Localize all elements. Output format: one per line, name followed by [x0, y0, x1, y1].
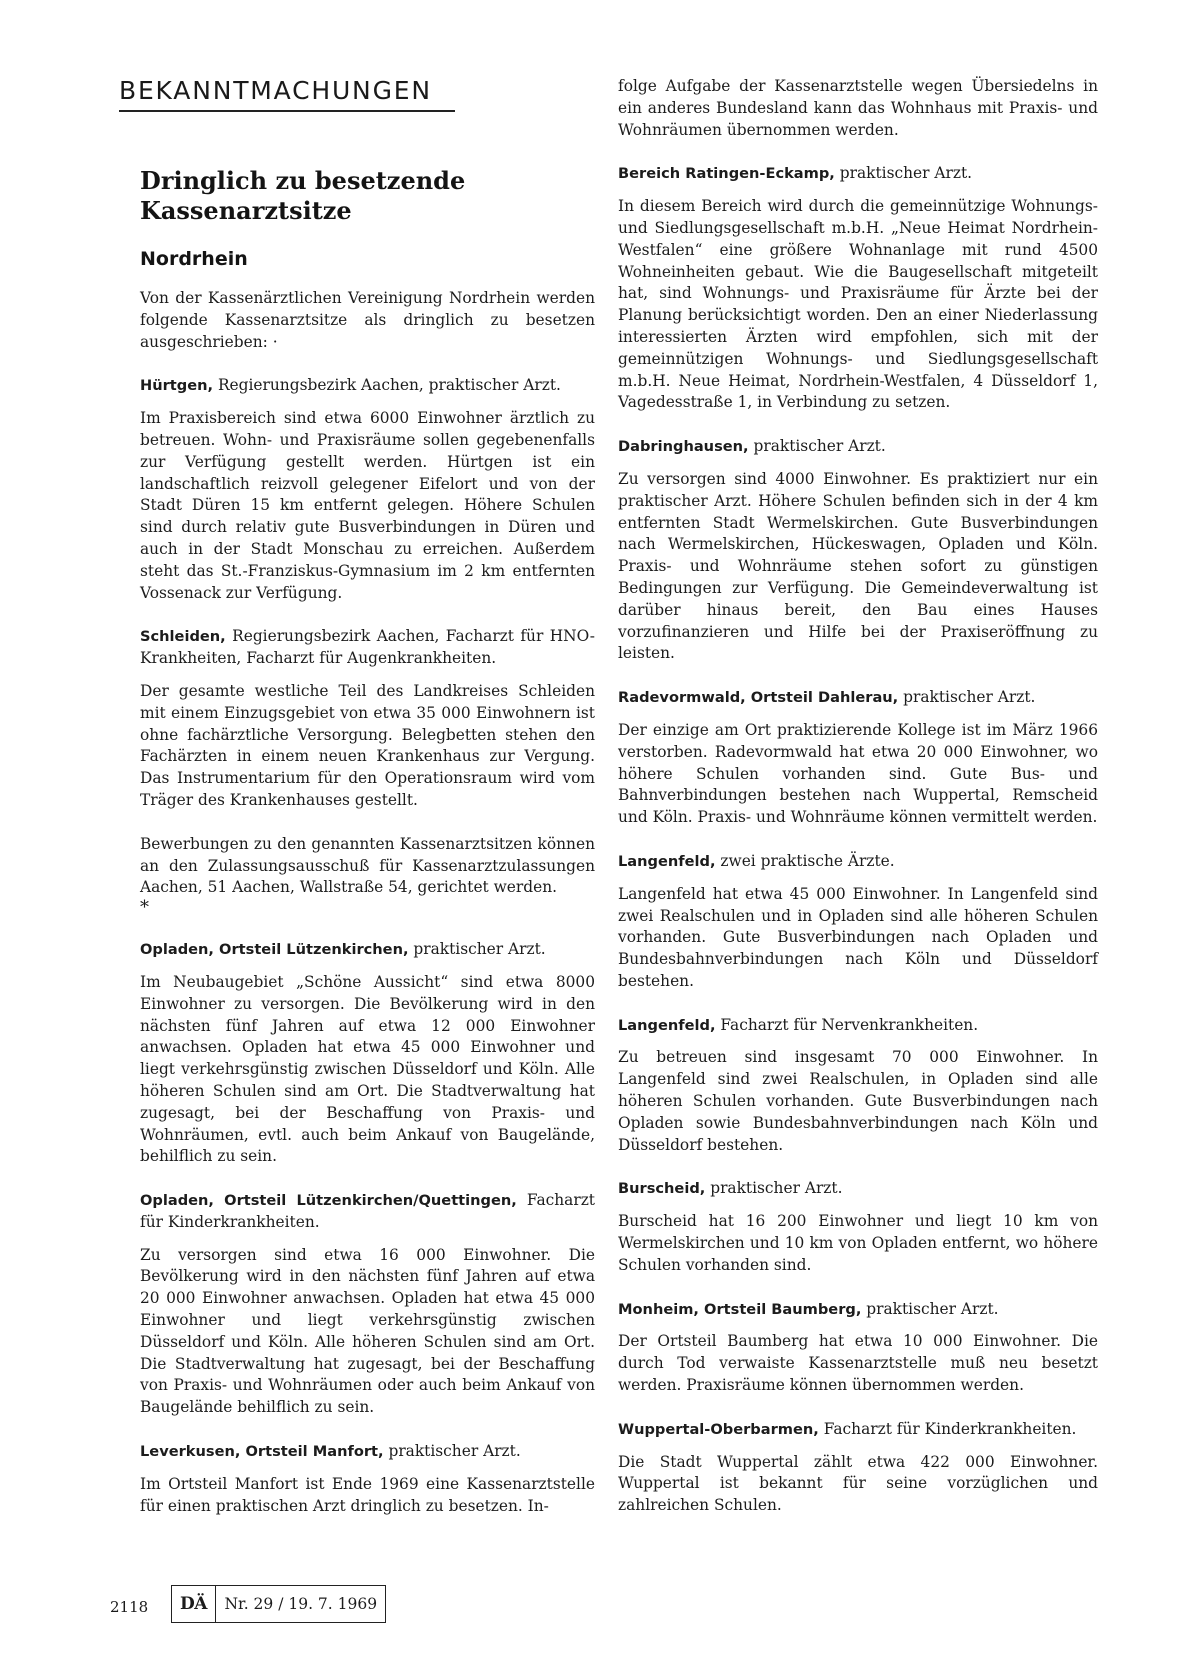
- listing-heading: [140, 939, 595, 961]
- body-paragraph: Langenfeld hat etwa 45 000 Einwohner. In Langenfeld sind zwei Realschulen und in Opladen sind alle höheren Schulen vorhanden. Gute Busverbindungen nach Opladen und Bundesbahnverbindungen nach Köln und Düsseldorf bestehen.: [618, 884, 1098, 990]
- listing-heading: [140, 1441, 595, 1463]
- body-paragraph: Der einzige am Ort praktizierende Kollege ist im März 1966 verstorben. Radevormwald hat etwa 20 000 Einwohner, wo höhere Schulen vorhanden sind. Gute Bus- und Bahnverbindungen bestehen nach Wuppertal, Remscheid und Köln. Praxis- und Wohnräume können vermittelt werden.: [618, 720, 1098, 827]
- body-paragraph: Im Neubaugebiet „Schöne Aussicht“ sind etwa 8000 Einwohner zu versorgen. Die Bevölkerung wird in den nächsten fünf Jahren auf etwa 12 000 Einwohner anwachsen. Opladen hat etwa 45 000 Einwohner und liegt verkehrsgünstig zwischen Düsseldorf und Köln. Alle höheren Schulen sind am Ort. Die Stadtverwaltung hat zugesagt, bei der Beschaffung von Praxis- und Wohnräumen, evtl. auch beim Ankauf von Baugelände, behilflich zu sein.: [140, 972, 595, 1166]
- listing-location: Bereich Ratingen-Eckamp,: [618, 165, 835, 183]
- right-column: [618, 76, 1098, 1517]
- listing-specialty: Regierungsbezirk Aachen, Facharzt für HNO-Krankheiten, Facharzt für Augenkrankheiten.: [140, 627, 595, 668]
- listing-heading: [618, 163, 1098, 185]
- listing-specialty: Facharzt für Kinderkrankheiten.: [818, 1419, 1077, 1438]
- listing-specialty: Facharzt für Kinderkrankheiten.: [140, 1191, 595, 1231]
- listing-location: Radevormwald, Ortsteil Dahlerau,: [618, 689, 899, 707]
- listing-location: Leverkusen, Ortsteil Manfort,: [140, 1443, 384, 1461]
- body-paragraph: In diesem Bereich wird durch die gemeinnützige Wohnungs- und Siedlungsgesellschaft m.b.H. „Neue Heimat Nordrhein-Westfalen“ eine größere Wohnanlage mit rund 4500 Wohneinheiten gebaut. Wie die Baugesellschaft mitgeteilt hat, sind Wohnungs- und Praxisräume für Ärzte bei der Planung berücksichtigt worden. Den an einer Niederlassung interessierten Ärzten wird empfohlen, sich mit der gemeinnützigen Wohnungs- und Siedlungsgesellschaft m.b.H. Neue Heimat, Nordrhein-Westfalen, 4 Düsseldorf 1, Vagedesstraße 1, in Verbindung zu setzen.: [618, 197, 1098, 412]
- body-paragraph: Zu versorgen sind 4000 Einwohner. Es praktiziert nur ein praktischer Arzt. Höhere Schulen befinden sich in der 4 km entfernten Stadt Wermelskirchen. Gute Busverbindungen nach Wermelskirchen, Hückeswagen, Opladen und Köln. Praxis- und Wohnräume stehen sofort zu günstigen Bedingungen zur Verfügung. Die Gemeindeverwaltung ist darüber hinaus bereit, den Bau eines Hauses vorzufinanzieren und Hilfe bei der Praxiseröffnung zu leisten.: [618, 469, 1098, 663]
- listing-specialty: praktischer Arzt.: [834, 164, 973, 183]
- issue-label: Nr. 29 / 19. 7. 1969: [224, 1595, 378, 1613]
- listing-location: Wuppertal-Oberbarmen,: [618, 1420, 819, 1438]
- listing-heading: [140, 375, 595, 397]
- region-heading: Nordrhein: [140, 248, 248, 270]
- journal-issue-box: [171, 1585, 386, 1623]
- paragraph-gap: [140, 812, 595, 834]
- listing-heading: [618, 1015, 1098, 1037]
- listing-heading: [140, 626, 595, 670]
- section-title: BEKANNTMACHUNGEN: [119, 76, 432, 105]
- listing-location: Opladen, Ortsteil Lützenkirchen/Quettingen,: [140, 1192, 517, 1210]
- body-paragraph: Zu versorgen sind etwa 16 000 Einwohner. Die Bevölkerung wird in den nächsten fünf Jahren auf etwa 20 000 Einwohner anwachsen. Opladen hat etwa 45 000 Einwohner und liegt verkehrsgünstig zwischen Düsseldorf und Köln. Alle höheren Schulen sind am Ort. Die Stadtverwaltung hat zugesagt, bei der Beschaffung von Praxis- und Wohnräumen oder auch beim Ankauf von Baugelände behilflich zu sein.: [140, 1245, 595, 1417]
- listing-location: Langenfeld,: [618, 852, 716, 870]
- listing-heading: [618, 1419, 1098, 1441]
- body-paragraph: Der gesamte westliche Teil des Landkreises Schleiden mit einem Einzugsgebiet von etwa 35 000 Einwohnern ist ohne fachärztliche Versorgung. Belegbetten stehen den Fachärzten in einem neuen Krankenhaus zur Vergung. Das Instrumentarium für den Operationsraum wird vom Träger des Krankenhauses gestellt.: [140, 681, 595, 809]
- listing-location: Dabringhausen,: [618, 438, 749, 456]
- listing-specialty: praktischer Arzt.: [861, 1299, 999, 1318]
- listing-specialty: praktischer Arzt.: [898, 688, 1036, 707]
- listing-location: Hürtgen,: [140, 377, 214, 395]
- page-number: 2118: [110, 1598, 149, 1616]
- listing-specialty: praktischer Arzt.: [408, 940, 546, 959]
- listing-location: Schleiden,: [140, 628, 226, 646]
- listing-location: Monheim, Ortsteil Baumberg,: [618, 1300, 862, 1318]
- section-separator-star: *: [140, 897, 149, 919]
- body-paragraph: Im Praxisbereich sind etwa 6000 Einwohner ärztlich zu betreuen. Wohn- und Praxisräume sollen gegebenenfalls zur Verfügung gestellt werden. Hürtgen ist ein landschaftlich reizvoll gelegener Eifelort und von der Stadt Düren 15 km entfernt gelegen. Höhere Schulen sind durch relativ gute Busverbindungen in Düren und auch in der Stadt Monschau zu erreichen. Außerdem steht das St.-Franziskus-Gymnasium im 2 km entfernten Vossenack zur Verfügung.: [140, 409, 595, 602]
- listing-specialty: praktischer Arzt.: [383, 1442, 521, 1461]
- left-column: [140, 288, 595, 1517]
- body-paragraph: Von der Kassenärztlichen Vereinigung Nordrhein werden folgende Kassenarztsitze als dringlich zu besetzen ausgeschrieben: ·: [140, 289, 595, 351]
- body-paragraph: Burscheid hat 16 200 Einwohner und liegt 10 km von Wermelskirchen und 10 km von Opladen entfernt, wo höhere Schulen vorhanden sind.: [618, 1212, 1098, 1274]
- listing-location: Langenfeld,: [618, 1016, 716, 1034]
- body-paragraph: Zu betreuen sind insgesamt 70 000 Einwohner. In Langenfeld sind zwei Realschulen, in Opladen sind alle höheren Schulen vorhanden. Gute Busverbindungen nach Opladen sowie Bundesbahnverbindungen nach Köln und Düsseldorf bestehen.: [618, 1048, 1098, 1154]
- body-paragraph: Bewerbungen zu den genannten Kassenarztsitzen können an den Zulassungsausschuß für Kassenarztzulassungen Aachen, 51 Aachen, Wallstraße 54, gerichtet werden.: [140, 834, 595, 897]
- body-paragraph: Im Ortsteil Manfort ist Ende 1969 eine Kassenarztstelle für einen praktischen Arzt dringlich zu besetzen. In-: [140, 1474, 595, 1515]
- section-rule: [119, 110, 455, 112]
- listing-location: Opladen, Ortsteil Lützenkirchen,: [140, 941, 409, 959]
- listing-specialty: Regierungsbezirk Aachen, praktischer Arzt.: [213, 376, 561, 395]
- listing-specialty: Facharzt für Nervenkrankheiten.: [715, 1015, 979, 1034]
- article-headline: Dringlich zu besetzende Kassenarztsitze: [140, 166, 466, 225]
- listing-location: Burscheid,: [618, 1180, 706, 1198]
- listing-specialty: praktischer Arzt.: [705, 1179, 843, 1198]
- body-paragraph: Die Stadt Wuppertal zählt etwa 422 000 Einwohner. Wuppertal ist bekannt für seine vorzüglichen und zahlreichen Schulen.: [618, 1452, 1098, 1515]
- listing-heading: [140, 1190, 595, 1234]
- listing-heading: [618, 851, 1098, 873]
- listing-heading: [618, 687, 1098, 709]
- body-paragraph: Der Ortsteil Baumberg hat etwa 10 000 Einwohner. Die durch Tod verwaiste Kassenarztstelle muß neu besetzt werden. Praxisräume können übernommen werden.: [618, 1332, 1098, 1395]
- listing-heading: [618, 1299, 1098, 1321]
- body-paragraph: folge Aufgabe der Kassenarztstelle wegen Übersiedelns in ein anderes Bundesland kann das Wohnhaus mit Praxis- und Wohnräumen übernommen werden.: [618, 77, 1098, 139]
- listing-heading: [618, 1178, 1098, 1200]
- listing-specialty: praktischer Arzt.: [748, 437, 886, 456]
- listing-specialty: zwei praktische Ärzte.: [715, 851, 895, 870]
- journal-logo: DÄ: [180, 1594, 207, 1614]
- listing-heading: [618, 436, 1098, 458]
